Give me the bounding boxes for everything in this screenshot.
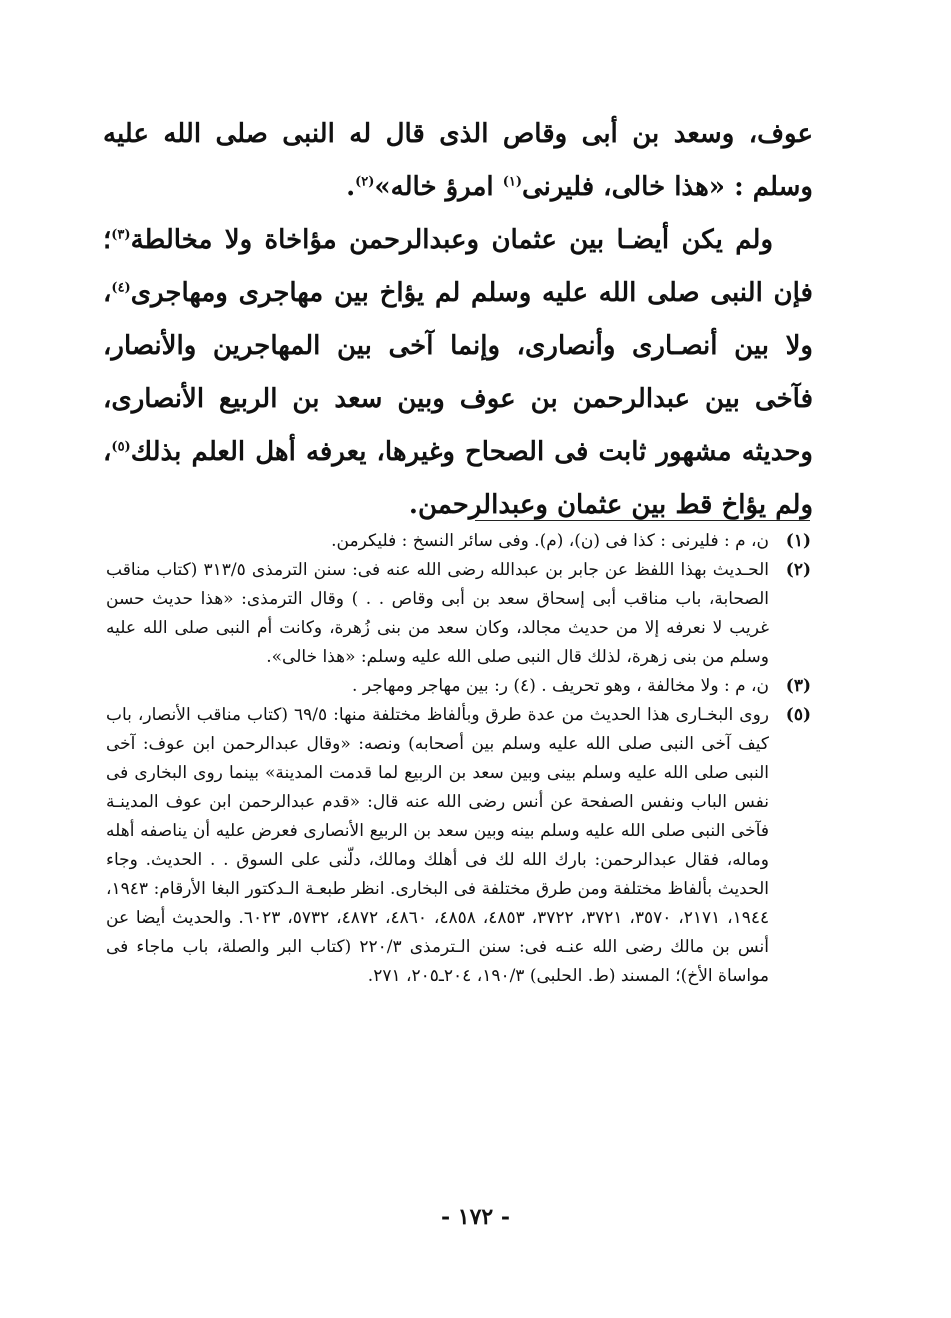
footnote-ref: (٤) [111, 280, 131, 296]
text-run: ولم يكن أيضـا بين عثمان وعبدالرحمن مؤاخاة ولا مخالطة [130, 225, 773, 255]
text-run: ، ولا بين أنصـارى وأنصارى، وإنما آخى بين المهاجرين والأنصار، فآخى بين عبدالرحمن بن عوف وبين سعد بن الربيع الأنصارى، وحديثه مشهور ثابت فى الصحاح وغيرها، يعرفه أهل العلم بذلك [103, 278, 813, 467]
footnote-2 [106, 556, 811, 672]
footnote-text: ن، م : ولا مخالفة ، وهو تحريف . (٤) ر: بين مهاجر ومهاجر . [352, 676, 769, 696]
footnotes [106, 527, 811, 991]
page-number: - ١٧٢ - [440, 1204, 511, 1230]
footnote-number: (٥) [785, 705, 811, 725]
text-run: ، ولم يؤاخ قط بين عثمان وعبدالرحمن. [103, 437, 813, 520]
text-run: امرؤ خاله» [374, 172, 503, 202]
paragraph-1 [103, 108, 813, 214]
footnote-number: (١) [785, 531, 811, 551]
footnote-text: الحـديث بهذا اللفظ عن جابر بن عبدالله رضى الله عنه فى: سنن الترمذى ٣١٣/٥ (كتاب مناقب الصحابة، باب مناقب أبى إسحاق سعد بن أبى وقاص . . ) وقال الترمذى: «هذا حديث حسن غريب لا نعرفه إلا من حديث مجالد، وكان سعد من بنى زُهرة، وكانت أم النبى صلى الله عليه وسلم من بنى زهرة، لذلك قال النبى صلى الله عليه وسلم: «هذا خالى». [106, 560, 769, 667]
footnote-ref: (٢) [355, 174, 375, 190]
footnote-number: (٣) [785, 676, 811, 696]
footnote-number: (٢) [785, 560, 811, 580]
footnote-text: ن، م : فليرنى : كذا فى (ن)، (م). وفى سائر النسخ : فليكرمن. [331, 531, 769, 551]
footnote-ref: (٥) [111, 439, 131, 455]
footnote-text: روى البخـارى هذا الحديث من عدة طرق وبألفاظ مختلفة منها: ٦٩/٥ (كتاب مناقب الأنصار، باب كيف آخى النبى صلى الله عليه وسلم بين أصحابه) ونصه: «وقال عبدالرحمن ابن عوف: آخى النبى صلى الله عليه وسلم بينى وبين سعد بن الربيع لما قدمت المدينة» بينما روى البخارى فى نفس الباب ونفس الصفحة عن أنس رضى الله عنه قال: «قدم عبدالرحمن ابن عوف المدينـة فآخى النبى صلى الله عليه وسلم بينه وبين سعد بن الربيع الأنصارى فعرض عليه أن يناصفه أهله وماله، فقال عبدالرحمن: بارك الله لك فى أهلك ومالك، دلّنى على السوق . . الحديث. وجاء الحديث بألفاظ مختلفة ومن طرق مختلفة فى البخارى. انظر طبعـة الـدكتور البغا الأرقام: ١٩٤٣، ١٩٤٤، ٢١٧١، ٣٥٧٠، ٣٧٢١، ٣٧٢٢، ٤٨٥٣، ٤٨٥٨، ٤٨٦٠، ٤٨٧٢، ٥٧٣٢، ٦٠٢٣. والحديث أيضا عن أنس بن مالك رضى الله عنـه فى: سنن الـترمذى ٢٢٠/٣ (كتاب البر والصلة، باب ماجاء فى مواساة الأخ)؛ المسند (ط. الحلبى) ١٩٠/٣، ٢٠٤ـ٢٠٥، ٢٧١. [106, 705, 770, 986]
footnote-ref: (١) [502, 174, 522, 190]
paragraph-2 [103, 214, 813, 532]
footnote-divider [475, 520, 810, 521]
text-run: عوف، وسعد بن أبى وقاص الذى قال له النبى صلى الله عليه وسلم : «هذا خالى، فليرنى [103, 119, 813, 202]
text-run: ؛ فإن النبى صلى الله عليه وسلم لم يؤاخ بين مهاجرى ومهاجرى [103, 225, 813, 308]
footnote-1 [106, 527, 811, 556]
main-text [103, 108, 813, 532]
text-run: . [346, 172, 356, 202]
footnote-3 [106, 672, 811, 701]
footnote-5 [106, 701, 811, 991]
footnote-ref: (٣) [111, 227, 131, 243]
